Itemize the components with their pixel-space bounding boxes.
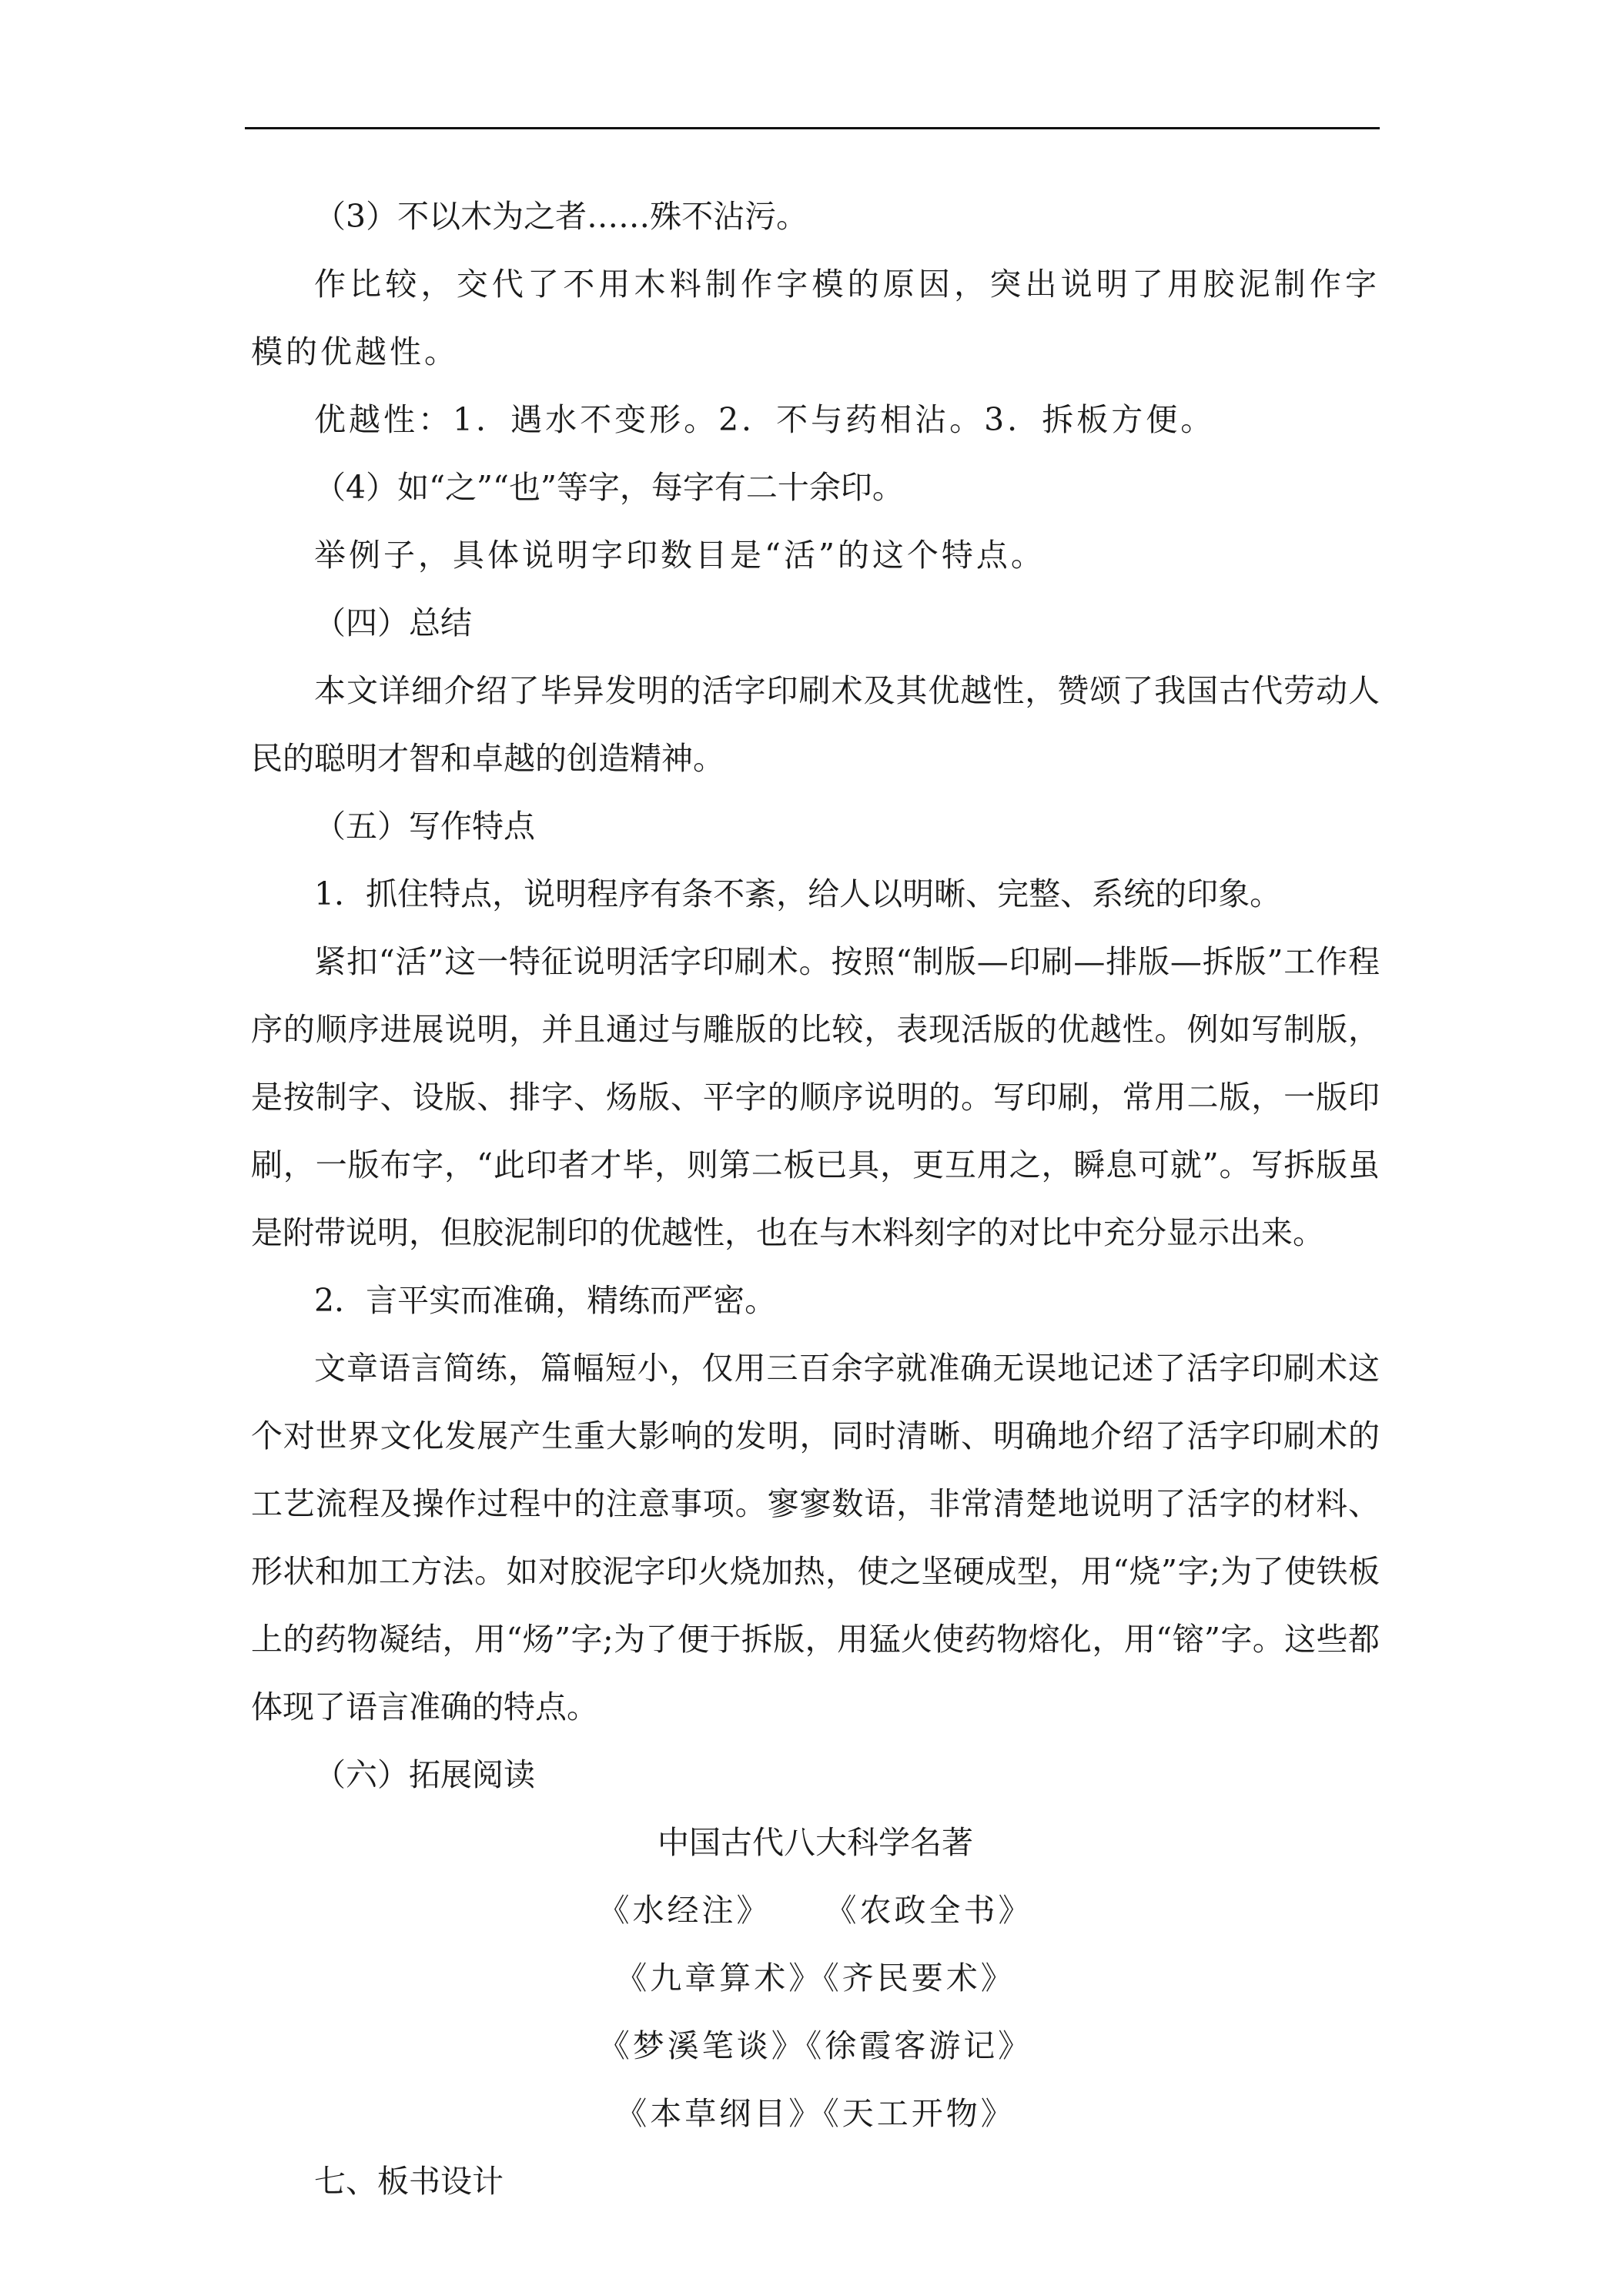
paragraph-feature-2-detail: 文章语言简练，篇幅短小，仅用三百余字就准确无误地记述了活字印刷术这个对世界文化发展产生重大影响的发明，同时清晰、明确地介绍了活字印刷术的工艺流程及操作过程中的注意事项。寥寥数语，非常清楚地说明了活字的材料、形状和加工方法。如对胶泥字印火烧加热，使之坚硬成型，用“烧”字;为了使铁板上的药物凝结，用“炀”字;为了便于拆版，用猛火使药物熔化，用“镕”字。这些都体现了语言准确的特点。 [251,1350,1380,1725]
paragraph-feature-1: 1．抓住特点，说明程序有条不紊，给人以明晰、完整、系统的印象。 [314,875,1282,912]
heading-extended-reading: （六）拓展阅读 [314,1756,535,1793]
book-title: 《梦溪笔谈》 [597,2027,806,2064]
booklist-row [251,1876,1380,1944]
page-content [251,182,1380,2215]
paragraph-quote-4: （4）如“之”“也”等字，每字有二十余印。 [314,469,904,506]
paragraph-quote-3: （3）不以木为之者……殊不沾污。 [314,198,808,235]
book-title: 《九章算术》 [615,1960,824,1996]
heading-board-design: 七、板书设计 [314,2163,504,2200]
paragraph-example-note: 举例子，具体说明字印数目是“活”的这个特点。 [314,537,1046,574]
paragraph-advantages: 优越性：1．遇水不变形。2．不与药相沾。3．拆板方便。 [314,401,1216,438]
book-title: 《徐霞客游记》 [805,2027,1033,2064]
booklist-row [251,2012,1380,2080]
heading-writing-features: （五）写作特点 [314,808,535,845]
heading-summary: （四）总结 [314,604,472,641]
paragraph-summary: 本文详细介绍了毕异发明的活字印刷术及其优越性，赞颂了我国古代劳动人民的聪明才智和卓越的创造精神。 [251,672,1380,777]
booklist-row [251,1944,1380,2012]
booklist-title: 中国古代八大科学名著 [658,1824,973,1861]
booklist-row [251,2080,1380,2147]
header-rule [245,127,1380,129]
book-title: 《本草纲目》 [615,2095,824,2132]
paragraph-feature-1-detail: 紧扣“活”这一特征说明活字印刷术。按照“制版—印刷—排版—拆版”工作程序的顺序进展说明，并且通过与雕版的比较，表现活版的优越性。例如写制版，是按制字、设版、排字、炀版、平字的顺序说明的。写印刷，常用二版，一版印刷，一版布字，“此印者才毕，则第二板已具，更互用之，瞬息可就”。写拆版虽是附带说明，但胶泥制印的优越性，也在与木料刻字的对比中充分显示出来。 [251,943,1380,1251]
book-title: 《水经注》 [597,1892,771,1929]
book-title: 《农政全书》 [825,1892,1033,1929]
paragraph-feature-2: 2．言平实而准确，精练而严密。 [314,1282,777,1319]
book-title: 《天工开物》 [823,2095,1016,2132]
paragraph-comparison-note: 作比较，交代了不用木料制作字模的原因，突出说明了用胶泥制作字模的优越性。 [251,266,1380,370]
book-title: 《齐民要术》 [823,1960,1016,1996]
